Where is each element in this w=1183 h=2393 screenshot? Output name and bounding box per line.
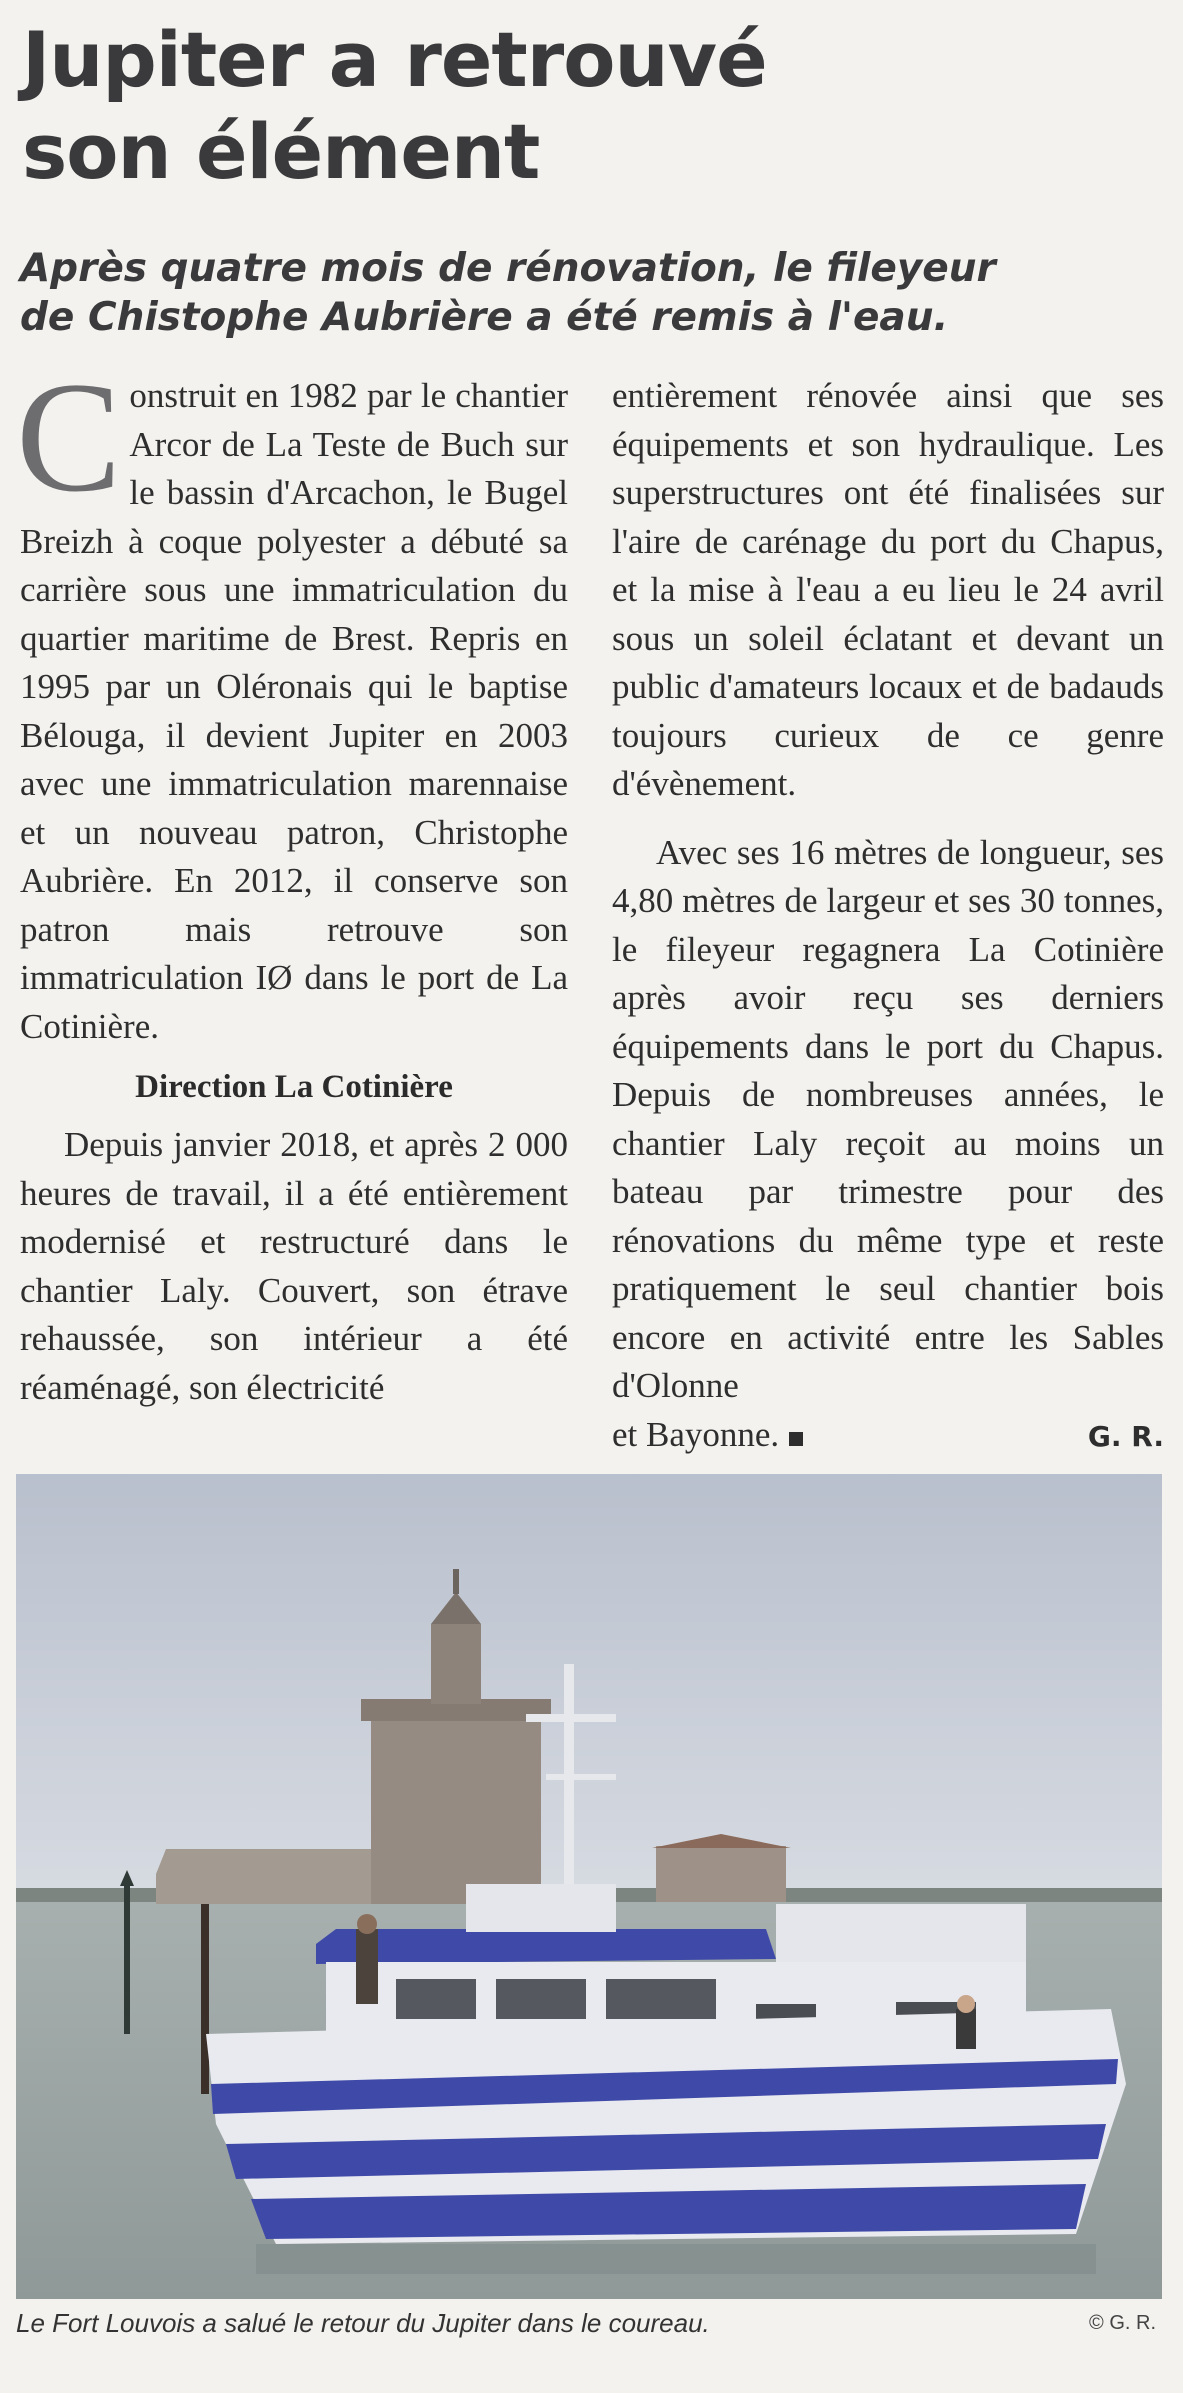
headline-line-1: Jupiter a retrouvé [22,15,767,104]
photo-caption-bar [16,2308,1162,2339]
fort-wall [156,1849,376,1904]
end-mark-icon [789,1432,803,1446]
paragraph-1-text: onstruit en 1982 par le chantier Arcor de La Teste de Buch sur le bassin d'Arcachon, le Bugel Breizh à coque polyester a débuté sa carrière sous une immatriculation du quartier maritime de Brest. Repris en 1995 par un Oléronais qui le baptise Bélouga, il devient Jupiter en 2003 avec une immatriculation marennaise et un nouveau patron, Christophe Aubrière. En 2012, il conserve son patron mais retrouve son immatriculation IØ dans le port de La Cotinière. [20,376,568,1046]
boat-photo-illustration [16,1474,1162,2299]
tower-turret [431,1624,481,1704]
boat-roof [316,1929,776,1964]
paragraph-4-end: et Bayonne. [612,1414,780,1454]
cabin-window-1 [396,1979,476,2019]
paragraph-1 [16,350,568,1051]
fort-tower [371,1714,541,1904]
sky [16,1474,1162,1904]
water-wake [256,2244,1096,2274]
marker-pole [124,1884,130,2034]
article-end-line [612,1411,1164,1462]
turret-spire [453,1569,459,1594]
byline: G. R. [1087,1419,1164,1453]
crew-head-2 [957,1995,975,2013]
cabin-window-2 [496,1979,586,2019]
crew-figure-1 [356,1929,378,2004]
paragraph-2: Depuis janvier 2018, et après 2 000 heures de travail, il a été entièrement modernisé et restructuré dans le chantier Laly. Couvert, son étrave rehaussée, son intérieur a été réaménagé, son électricité [20,1125,568,1407]
mast-crossbar [526,1714,616,1722]
deck-line-2: de Chistophe Aubrière a été remis à l'eau. [20,295,949,340]
article-column-left [16,350,568,1412]
drop-cap: C [16,350,122,525]
mast-crossbar-2 [546,1774,616,1780]
paragraph-4: Avec ses 16 mètres de longueur, ses 4,80 mètres de largeur et ses 30 tonnes, le fileyeur regagnera La Cotinière après avoir reçu ses derniers équipements dans le port du Chapus. Depuis de nombreuses années, le chantier Laly reçoit au moins un bateau par trimestre pour des rénovations du même type et reste pratiquement le seul chantier bois encore en activité entre les Sables d'Olonne [612,832,1164,1405]
marker-pole-2 [201,1904,209,2094]
crew-figure-2 [956,2009,976,2049]
article-column-right [612,372,1164,1461]
paragraph-3: entièrement rénovée ainsi que ses équipements et son hydraulique. Les superstructures ont été finalisées sur l'aire de carénage du port du Chapus, et la mise à l'eau a eu lieu le 24 avril sous un soleil éclatant et devant un public d'amateurs locaux et de badauds toujours curieux de ce genre d'évènement. [612,376,1164,803]
cabin-window-3 [606,1979,716,2019]
headline [22,14,1142,198]
deck-subtitle [20,244,1170,342]
crew-head-1 [357,1914,377,1934]
boat-photo [16,1474,1162,2299]
section-subhead: Direction La Cotinière [135,1069,453,1105]
boat-wheelhouse-top [466,1884,616,1932]
fort-building [656,1846,786,1902]
deck-line-1: Après quatre mois de rénovation, le fileyeur [20,246,996,291]
photo-credit: © G. R. [1089,2312,1156,2334]
photo-caption: Le Fort Louvois a salué le retour du Jupiter dans le coureau. [16,2308,710,2338]
headline-line-2: son élément [22,107,540,196]
